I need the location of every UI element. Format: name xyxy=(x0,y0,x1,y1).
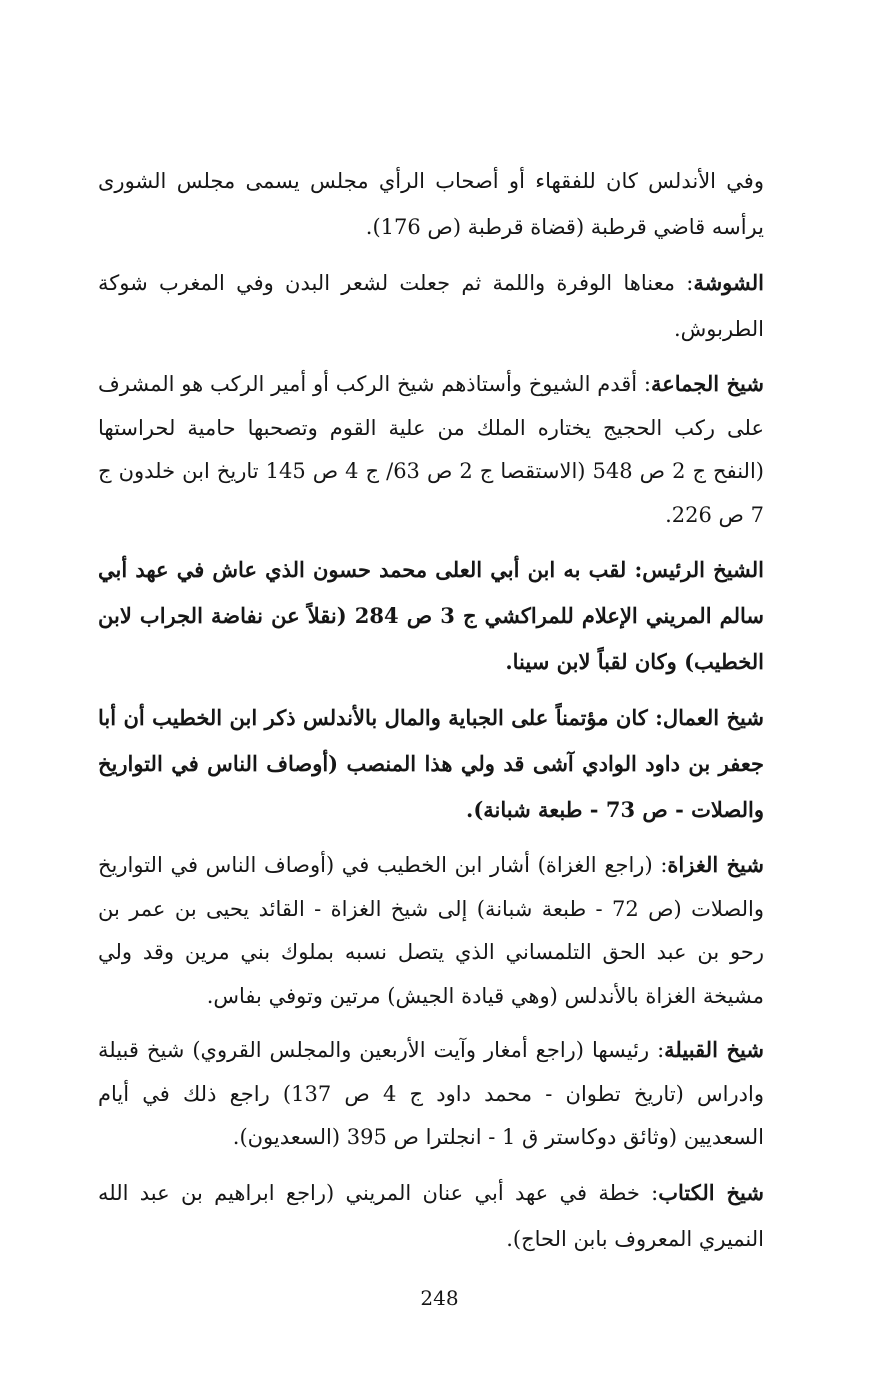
entry-term: شيخ الجماعة xyxy=(650,371,764,396)
entry-text: : خطة في عهد أبي عنان المريني (راجع ابراهيم بن عبد الله النميري المعروف بابن الحاج). xyxy=(98,1180,764,1251)
entry-text: : أقدم الشيوخ وأستاذهم شيخ الركب أو أمير الركب هو المشرف على ركب الحجيج يختاره الملك من علية القوم وتصحبها حامية لحراستها (النفح ج 2 ص 548 (الاستقصا ج 2 ص 63/ ج 4 ص 145 تاريخ ابن خلدون ج 7 ص 226. xyxy=(98,372,764,527)
entry-shousha xyxy=(98,260,764,352)
entry-term: الشيخ الرئيس xyxy=(642,557,764,582)
entry-term: الشوشة xyxy=(693,270,764,295)
entry-text: : لقب به ابن أبي العلى محمد حسون الذي عاش في عهد أبي سالم المريني الإعلام للمراكشي ج 3 ص 284 (نقلاً عن نفاضة الجراب لابن الخطيب) وكان لقباً لابن سينا. xyxy=(98,557,765,674)
page-number: 248 xyxy=(420,1286,459,1310)
entry-sheikh-al-kuttab xyxy=(98,1170,764,1262)
entry-sheikh-al-jamaa xyxy=(98,362,764,537)
entry-text: : معناها الوفرة واللمة ثم جعلت لشعر البدن وفي المغرب شوكة الطربوش. xyxy=(98,271,764,341)
entry-term: شيخ الكتاب xyxy=(658,1179,764,1205)
paragraph-shura-council xyxy=(98,158,764,250)
entry-sheikh-al-ghuzat xyxy=(98,843,764,1018)
entry-text: : كان مؤتمناً على الجباية والمال بالأندلس ذكر ابن الخطيب أن أبا جعفر بن داود الوادي آشى قد ولي هذا المنصب (أوصاف الناس في التواريخ والصلات - ص 73 - طبعة شبانة). xyxy=(98,705,764,822)
entry-term: شيخ العمال xyxy=(662,705,764,730)
entry-term: شيخ القبيلة xyxy=(664,1037,764,1062)
entry-text: : (راجع الغزاة) أشار ابن الخطيب في (أوصاف الناس في التواريخ والصلات (ص 72 - طبعة شبانة) إلى شيخ الغزاة - القائد يحيى بن عمر بن رحو بن عبد الحق التلمساني الذي يتصل نسبه بملوك بني مرين وقد ولي مشيخة الغزاة بالأندلس (وهي قيادة الجيش) مرتين وتوفي بفاس. xyxy=(98,853,764,1008)
entry-term: شيخ الغزاة xyxy=(667,852,764,877)
entry-sheikh-al-ummal xyxy=(98,695,764,833)
entry-text: وفي الأندلس كان للفقهاء أو أصحاب الرأي مجلس يسمى مجلس الشورى يرأسه قاضي قرطبة (قضاة قرطبة (ص 176). xyxy=(98,169,764,239)
entry-text: : رئيسها (راجع أمغار وآيت الأربعين والمجلس القروي) شيخ قبيلة وادراس (تاريخ تطوان - محمد داود ج 4 ص 137) راجع ذلك في أيام السعديين (وثائق دوكاستر ق 1 - انجلترا ص 395 (السعديون). xyxy=(98,1038,764,1149)
entry-al-sheikh-al-rais xyxy=(98,547,764,685)
entry-sheikh-al-qabila xyxy=(98,1028,764,1160)
page-body xyxy=(98,158,764,1272)
